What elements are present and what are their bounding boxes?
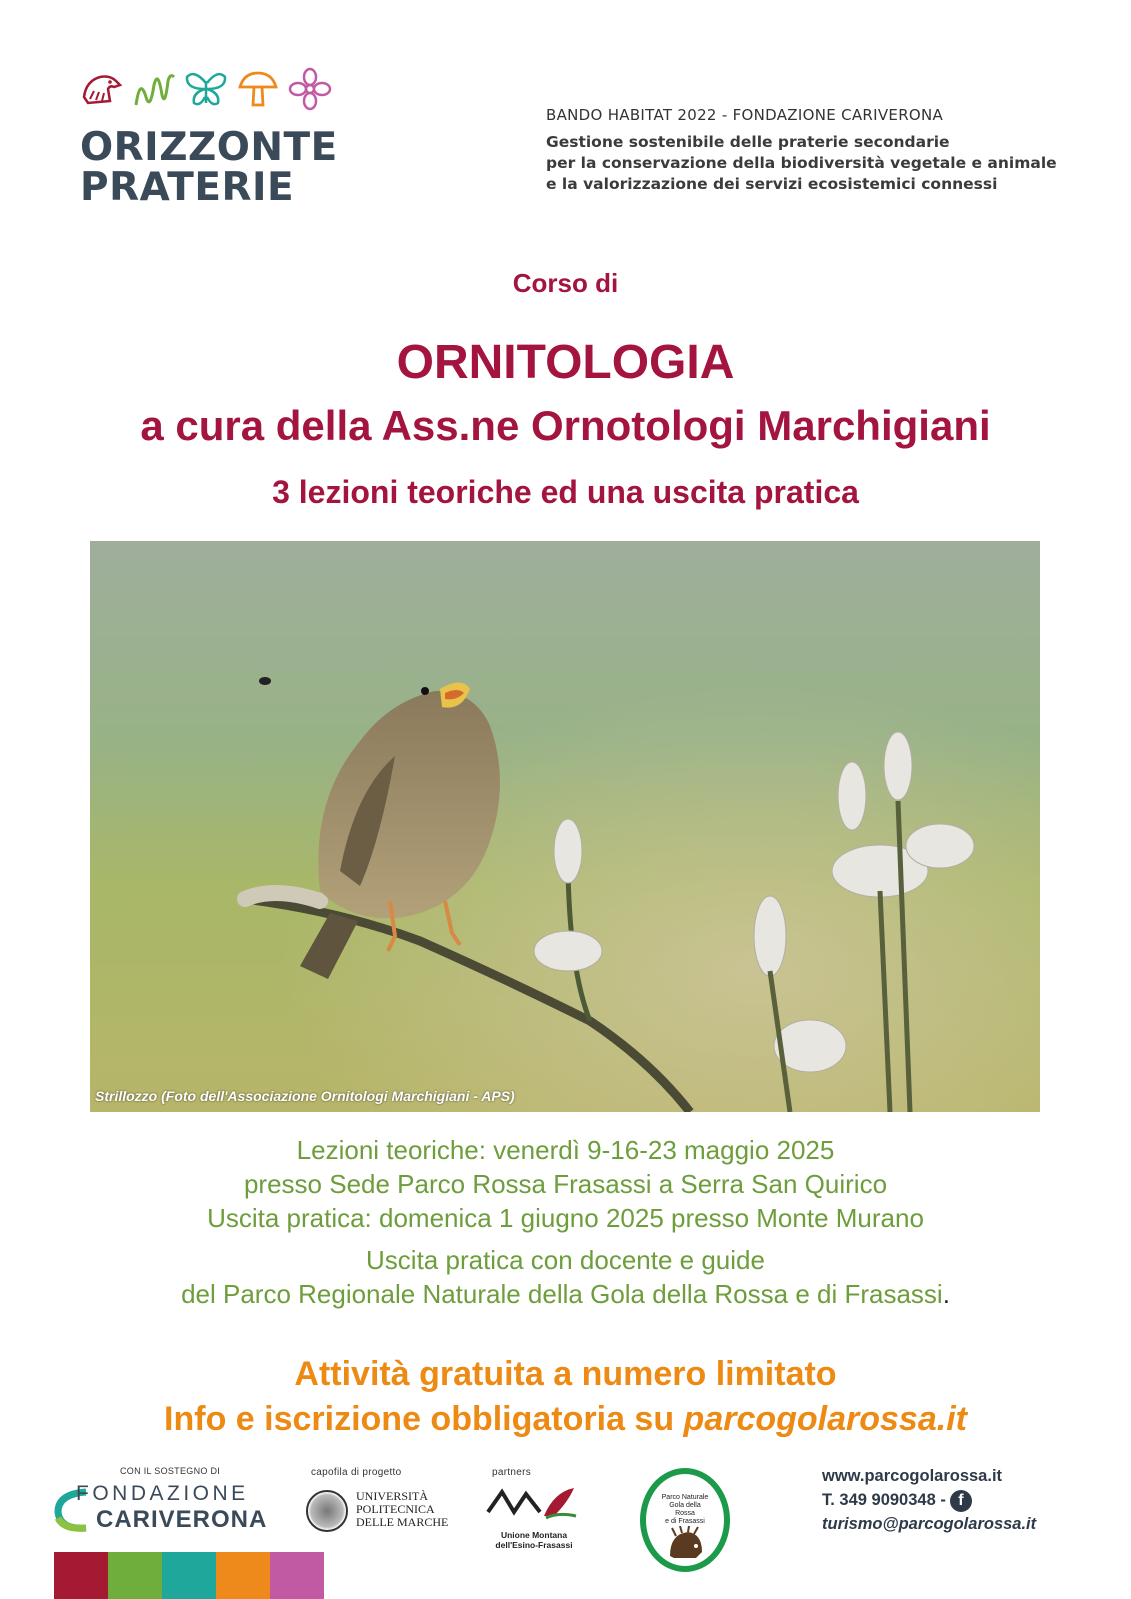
parco-line: Parco Naturale: [661, 1494, 709, 1501]
info-line: Uscita pratica con docente e guide: [366, 1245, 765, 1275]
color-strip-teal: [162, 1552, 216, 1599]
bando-title: BANDO HABITAT 2022 - FONDAZIONE CARIVERONA: [546, 106, 944, 124]
snake-icon: [132, 67, 176, 111]
parco-text: [660, 1494, 710, 1526]
bird-illustration: [90, 541, 1040, 1112]
fondazione-word: FONDAZIONE: [76, 1482, 249, 1505]
cta-registration: [0, 1397, 1131, 1442]
logo-icons: [80, 66, 370, 112]
phone-number[interactable]: T. 349 9090348 -: [822, 1491, 946, 1509]
color-strip-pink: [270, 1552, 324, 1599]
photo-caption: Strillozzo (Foto dell'Associazione Ornitologi Marchigiani - APS): [95, 1088, 515, 1104]
porcupine-icon: [666, 1526, 706, 1562]
logo-word-orizzonte: ORIZZONTE: [80, 125, 338, 170]
bando-description-line: Gestione sostenibile delle praterie secondarie: [546, 133, 950, 151]
cariverona-word: CARIVERONA: [96, 1506, 268, 1533]
capofila-label: capofila di progetto: [311, 1467, 402, 1478]
course-info: [0, 1133, 1131, 1311]
univpm-line: UNIVERSITÀ: [356, 1489, 428, 1503]
univpm-seal-icon: [306, 1490, 348, 1532]
info-final-dot: .: [942, 1279, 950, 1309]
info-line: Lezioni teoriche: venerdì 9-16-23 maggio 2025: [296, 1135, 835, 1165]
sostegno-label: CON IL SOSTEGNO DI: [120, 1466, 221, 1476]
info-line: presso Sede Parco Rossa Frasassi a Serra San Quirico: [243, 1169, 888, 1199]
cta-registration-text: Info e iscrizione obbligatoria su: [164, 1400, 684, 1438]
orizzonte-praterie-logo: [80, 66, 370, 216]
unione-line: dell'Esino-Frasassi: [495, 1540, 573, 1550]
parco-line: e di Frasassi: [665, 1518, 705, 1525]
phone-row: [822, 1488, 1036, 1512]
info-line-final: [0, 1277, 1131, 1311]
unione-montana-icon: [484, 1482, 584, 1528]
color-strip-orange: [216, 1552, 270, 1599]
parco-line: Gola della Rossa: [669, 1502, 701, 1517]
subtitle: a cura della Ass.ne Ornotologi Marchigiani: [140, 402, 991, 449]
email-link[interactable]: turismo@parcogolarossa.it: [822, 1515, 1037, 1533]
unione-text: [484, 1530, 584, 1550]
unione-line: Unione Montana: [500, 1530, 568, 1540]
bando-description-line: e la valorizzazione dei servizi ecosistemici connessi: [546, 175, 998, 193]
bando-info: [546, 106, 1086, 195]
bird-photo: [90, 541, 1040, 1112]
cta-free-activity: Attività gratuita a numero limitato: [294, 1355, 837, 1393]
univpm-logo: [306, 1490, 456, 1532]
corso-label: Corso di: [512, 268, 619, 298]
parco-gola-rossa-logo: [640, 1468, 730, 1572]
cta-website-link[interactable]: parcogolarossa.it: [683, 1400, 967, 1438]
website-link[interactable]: www.parcogolarossa.it: [822, 1467, 1003, 1485]
unione-montana-logo: [484, 1482, 584, 1550]
color-strip-red: [54, 1552, 108, 1599]
color-strip-green: [108, 1552, 162, 1599]
univpm-line: POLITECNICA: [356, 1502, 435, 1516]
flower-icon: [288, 67, 332, 111]
mushroom-icon: [236, 67, 280, 111]
main-title: ORNITOLOGIA: [396, 336, 735, 389]
contacts: [822, 1464, 1036, 1536]
eagle-icon: [80, 67, 124, 111]
info-line: Uscita pratica: domenica 1 giugno 2025 presso Monte Murano: [207, 1203, 924, 1233]
logo-word-praterie: PRATERIE: [80, 165, 295, 210]
call-to-action: [0, 1352, 1131, 1442]
lessons-summary: 3 lezioni teoriche ed una uscita pratica: [272, 474, 859, 510]
info-line: del Parco Regionale Naturale della Gola della Rossa e di Frasassi: [181, 1279, 943, 1309]
univpm-line: DELLE MARCHE: [356, 1515, 449, 1529]
bando-description-line: per la conservazione della biodiversità vegetale e animale: [546, 154, 1057, 172]
fondazione-cariverona-logo: [54, 1482, 274, 1532]
butterfly-icon: [184, 67, 228, 111]
partners-label: partners: [492, 1467, 532, 1478]
univpm-text: [356, 1490, 448, 1529]
facebook-icon[interactable]: f: [950, 1490, 972, 1512]
